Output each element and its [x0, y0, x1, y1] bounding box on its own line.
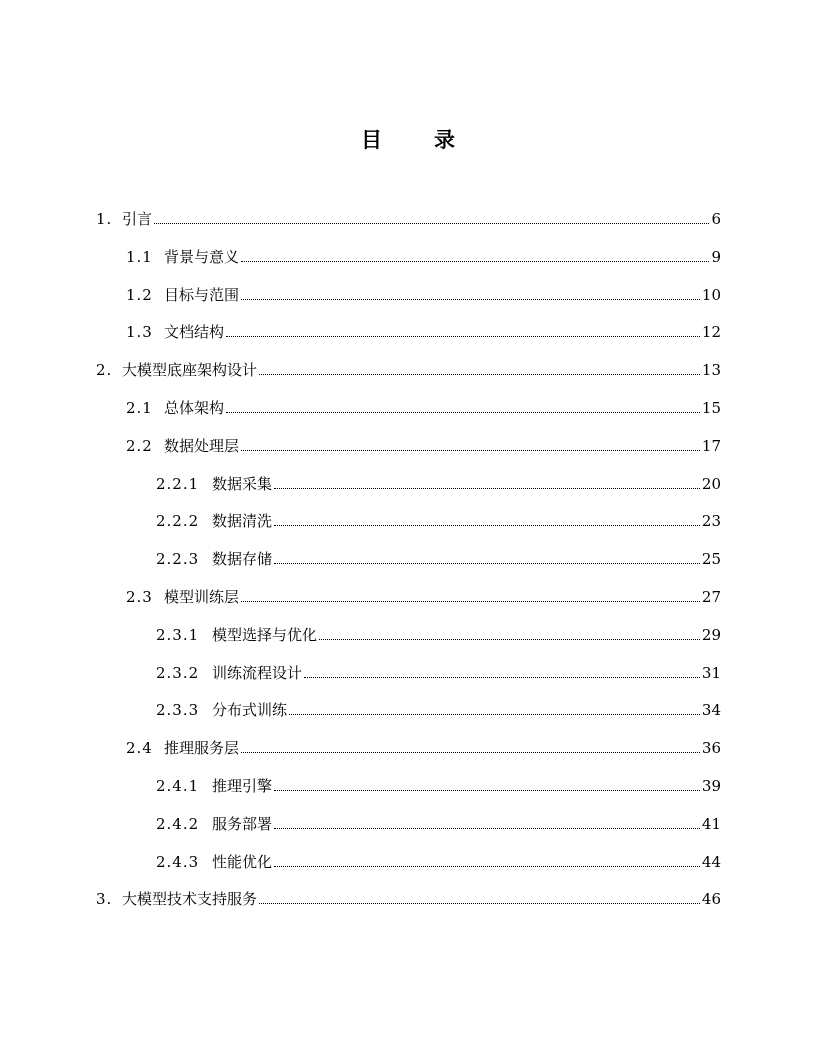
toc-entry[interactable] — [126, 734, 721, 758]
toc-entry-label: 服务部署 — [212, 814, 273, 833]
toc-entry-page-number: 27 — [701, 588, 721, 606]
toc-entry-number: 2.2.1 — [156, 474, 200, 493]
toc-entry-number: 2.2 — [126, 436, 153, 455]
toc-entry-number: 1. — [96, 210, 113, 228]
toc-entry-number: 2.3.3 — [156, 701, 200, 720]
toc-entry-number: 2.4.3 — [156, 852, 200, 871]
toc-entry[interactable] — [156, 507, 721, 531]
toc-entry[interactable] — [156, 772, 721, 796]
toc-entry[interactable] — [156, 659, 721, 683]
toc-entry-label: 数据清洗 — [212, 512, 273, 531]
toc-entry-number: 2.1 — [126, 399, 153, 417]
toc-entry-page-number: 39 — [701, 777, 721, 795]
toc-dot-leader — [259, 902, 700, 904]
toc-dot-leader — [241, 751, 700, 753]
toc-entry[interactable] — [156, 848, 721, 872]
toc-dot-leader — [154, 222, 709, 224]
toc-entry-page-number: 9 — [711, 247, 721, 266]
toc-title-char-1: 目 — [361, 128, 382, 152]
toc-entry-label: 数据存储 — [212, 550, 273, 569]
toc-entry-label: 目标与范围 — [164, 285, 240, 304]
toc-entry[interactable] — [126, 394, 721, 418]
toc-entry-number: 2. — [96, 361, 113, 380]
toc-entry-page-number: 31 — [701, 663, 721, 682]
toc-title-char-2: 录 — [434, 128, 455, 152]
toc-dot-leader — [319, 638, 700, 640]
toc-entry-number: 1.2 — [126, 285, 153, 304]
toc-entry[interactable] — [96, 356, 721, 380]
toc-entry-number: 3. — [96, 890, 113, 909]
toc-entry-number: 2.3.1 — [156, 625, 200, 644]
toc-dot-leader — [274, 487, 700, 489]
toc-entry-label: 数据处理层 — [164, 436, 240, 455]
toc-entry[interactable] — [126, 318, 721, 342]
toc-entry-label: 数据采集 — [212, 474, 273, 493]
toc-entry-page-number: 25 — [701, 550, 721, 569]
toc-entry[interactable] — [126, 583, 721, 607]
toc-dot-leader — [241, 298, 700, 300]
toc-dot-leader — [241, 260, 709, 262]
toc-entry-number: 2.2.2 — [156, 512, 200, 531]
toc-entry-number: 1.3 — [126, 323, 153, 342]
toc-title — [0, 124, 816, 154]
toc-entry[interactable] — [156, 545, 721, 569]
toc-entry-label: 大模型底座架构设计 — [122, 361, 258, 380]
toc-entry-label: 引言 — [122, 210, 153, 228]
toc-dot-leader — [241, 600, 700, 602]
toc-entry[interactable] — [156, 621, 721, 645]
toc-entry-label: 推理服务层 — [164, 739, 240, 758]
toc-entry-number: 2.4.2 — [156, 814, 200, 833]
toc-dot-leader — [274, 789, 700, 791]
toc-entry-page-number: 23 — [701, 512, 721, 531]
toc-entry-page-number: 29 — [701, 625, 721, 644]
toc-entry-number: 2.3 — [126, 588, 153, 606]
toc-entry[interactable] — [126, 281, 721, 305]
toc-entry-page-number: 34 — [701, 701, 721, 720]
toc-dot-leader — [274, 524, 700, 526]
toc-dot-leader — [226, 411, 700, 413]
toc-entry-page-number: 36 — [701, 739, 721, 758]
toc-dot-leader — [274, 827, 700, 829]
toc-entry[interactable] — [96, 205, 721, 229]
toc-entry-page-number: 17 — [701, 436, 721, 455]
toc-entry-label: 推理引擎 — [212, 777, 273, 795]
toc-entry-label: 背景与意义 — [164, 247, 240, 266]
toc-entry[interactable] — [126, 432, 721, 456]
toc-entry-page-number: 44 — [701, 852, 721, 871]
toc-dot-leader — [274, 562, 700, 564]
toc-entry-number: 2.4.1 — [156, 777, 200, 795]
toc-entry-page-number: 6 — [711, 210, 721, 228]
toc-entry-page-number: 13 — [701, 361, 721, 380]
toc-dot-leader — [259, 373, 700, 375]
toc-entry-label: 模型训练层 — [164, 588, 240, 606]
toc-dot-leader — [274, 865, 700, 867]
toc-dot-leader — [289, 713, 700, 715]
toc-entry-page-number: 15 — [701, 399, 721, 417]
toc-entry-number: 2.2.3 — [156, 550, 200, 569]
toc-entry-label: 分布式训练 — [212, 701, 288, 720]
toc-entry[interactable] — [126, 243, 721, 267]
toc-entry-page-number: 20 — [701, 474, 721, 493]
toc-entry-label: 文档结构 — [164, 323, 225, 342]
toc-entry-number: 1.1 — [126, 247, 153, 266]
toc-dot-leader — [241, 449, 700, 451]
toc-entry-label: 大模型技术支持服务 — [122, 890, 258, 909]
toc-entry-page-number: 41 — [701, 814, 721, 833]
toc-entry-label: 总体架构 — [164, 399, 225, 417]
toc-entry-number: 2.4 — [126, 739, 153, 758]
toc-entry-page-number: 10 — [701, 285, 721, 304]
toc-entry-label: 模型选择与优化 — [212, 625, 318, 644]
toc-entry-page-number: 46 — [701, 890, 721, 909]
toc-entry[interactable] — [96, 885, 721, 909]
toc-entry-label: 性能优化 — [212, 852, 273, 871]
toc-entry[interactable] — [156, 696, 721, 720]
toc-entry-label: 训练流程设计 — [212, 663, 303, 682]
toc-dot-leader — [304, 676, 700, 678]
toc-entry[interactable] — [156, 810, 721, 834]
toc-entry-number: 2.3.2 — [156, 663, 200, 682]
toc-entry[interactable] — [156, 470, 721, 494]
toc-entry-page-number: 12 — [701, 323, 721, 342]
toc-dot-leader — [226, 335, 700, 337]
